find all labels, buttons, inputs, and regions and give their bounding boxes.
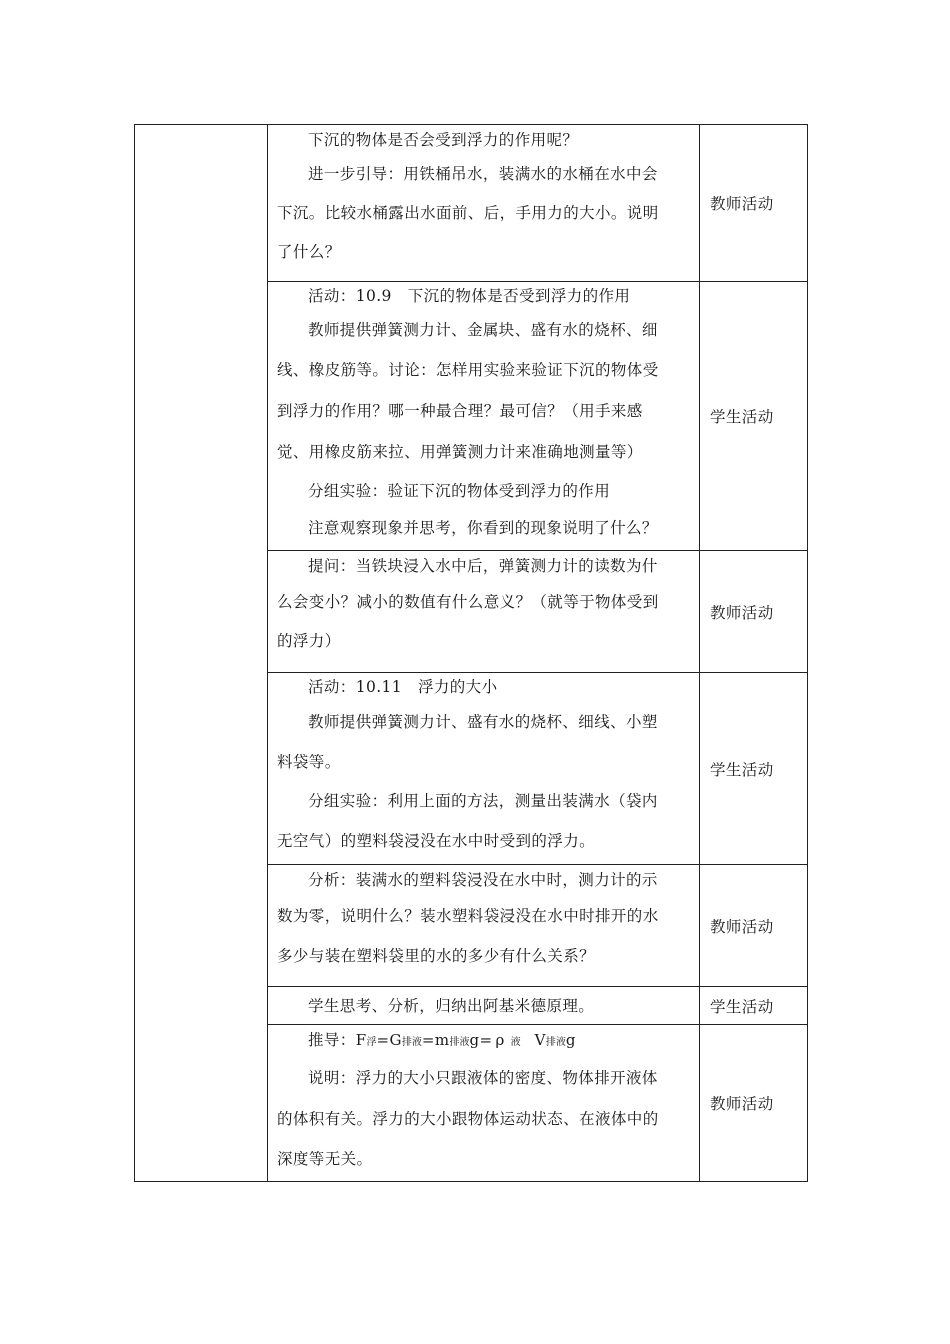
role-cell	[700, 987, 808, 1025]
text-line: 下沉。比较水桶露出水面前、后，手用力的大小。说明	[277, 204, 659, 222]
role-label: 学生活动	[710, 408, 774, 426]
formula-sub: 浮	[366, 1037, 377, 1048]
role-label: 教师活动	[710, 195, 774, 213]
blank-left-column	[135, 125, 268, 1182]
content-cell	[268, 673, 700, 865]
text-line: 说明：浮力的大小只跟液体的密度、物体排开液体	[308, 1069, 658, 1087]
lesson-table	[134, 124, 808, 1182]
text-line: 线、橡皮筋等。讨论：怎样用实验来验证下沉的物体受	[277, 361, 659, 379]
formula-rho: ρ	[495, 1031, 505, 1049]
formula-sub: 排液	[545, 1037, 566, 1048]
text-line: 进一步引导：用铁桶吊水，装满水的水桶在水中会	[308, 165, 658, 183]
formula-sub: 排液	[449, 1037, 470, 1048]
content-cell	[268, 551, 700, 673]
role-cell	[700, 125, 808, 282]
text-line: 到浮力的作用？哪一种最合理？最可信？（用手来感	[277, 402, 643, 420]
formula-sub: 液	[510, 1037, 521, 1048]
text-line: 注意观察现象并思考，你看到的现象说明了什么？	[308, 519, 658, 537]
content-cell	[268, 125, 700, 282]
role-cell	[700, 1025, 808, 1182]
role-label: 教师活动	[710, 917, 774, 936]
content-cell	[268, 865, 700, 987]
formula-part: g	[565, 1031, 576, 1049]
formula-prefix: 推导：	[308, 1031, 356, 1049]
role-cell	[700, 282, 808, 551]
text-line: 了什么？	[277, 243, 341, 261]
formula-V: V	[534, 1031, 546, 1049]
formula-line	[277, 1025, 685, 1058]
text-line: 学生思考、分析，归纳出阿基米德原理。	[308, 996, 595, 1015]
text-line: 料袋等。	[277, 753, 341, 771]
formula-part: g=	[469, 1031, 493, 1049]
text-line: 的浮力）	[277, 632, 341, 650]
text-line: 的体积有关。浮力的大小跟物体运动状态、在液体中的	[277, 1110, 659, 1128]
role-label: 学生活动	[710, 760, 774, 779]
content-cell	[268, 282, 700, 551]
text-line: 活动：10.9 下沉的物体是否受到浮力的作用	[308, 287, 631, 305]
formula-sub: 排液	[401, 1037, 422, 1048]
role-cell	[700, 551, 808, 673]
text-line: 无空气）的塑料袋浸没在水中时受到的浮力。	[277, 832, 596, 850]
text-line: 觉、用橡皮筋来拉、用弹簧测力计来准确地测量等）	[277, 443, 643, 461]
formula-part: =G	[376, 1031, 402, 1049]
role-cell	[700, 673, 808, 865]
content-cell	[268, 987, 700, 1025]
role-cell	[700, 865, 808, 987]
text-line: 数为零，说明什么？装水塑料袋浸没在水中时排开的水	[277, 907, 659, 925]
text-line: 深度等无关。	[277, 1150, 373, 1168]
text-line: 么会变小？减小的数值有什么意义？（就等于物体受到	[277, 593, 659, 611]
role-label: 教师活动	[710, 603, 774, 622]
text-line: 提问：当铁块浸入水中后，弹簧测力计的读数为什	[308, 557, 658, 575]
text-line: 多少与装在塑料袋里的水的多少有什么关系？	[277, 947, 596, 965]
text-line: 教师提供弹簧测力计、金属块、盛有水的烧杯、细	[308, 321, 658, 339]
role-label: 教师活动	[710, 1095, 774, 1113]
formula-part: =m	[421, 1031, 450, 1049]
text-line: 教师提供弹簧测力计、盛有水的烧杯、细线、小塑	[308, 713, 658, 731]
text-line: 活动：10.11 浮力的大小	[308, 678, 498, 696]
formula-F: F	[355, 1031, 367, 1049]
content-cell	[268, 1025, 700, 1182]
text-line: 下沉的物体是否会受到浮力的作用呢？	[308, 131, 579, 149]
role-label: 学生活动	[710, 997, 774, 1016]
text-line: 分组实验：验证下沉的物体受到浮力的作用	[308, 482, 611, 500]
table-row	[135, 125, 808, 282]
text-line: 分组实验：利用上面的方法，测量出装满水（袋内	[308, 792, 658, 810]
text-line: 分析：装满水的塑料袋浸没在水中时，测力计的示	[308, 871, 658, 889]
